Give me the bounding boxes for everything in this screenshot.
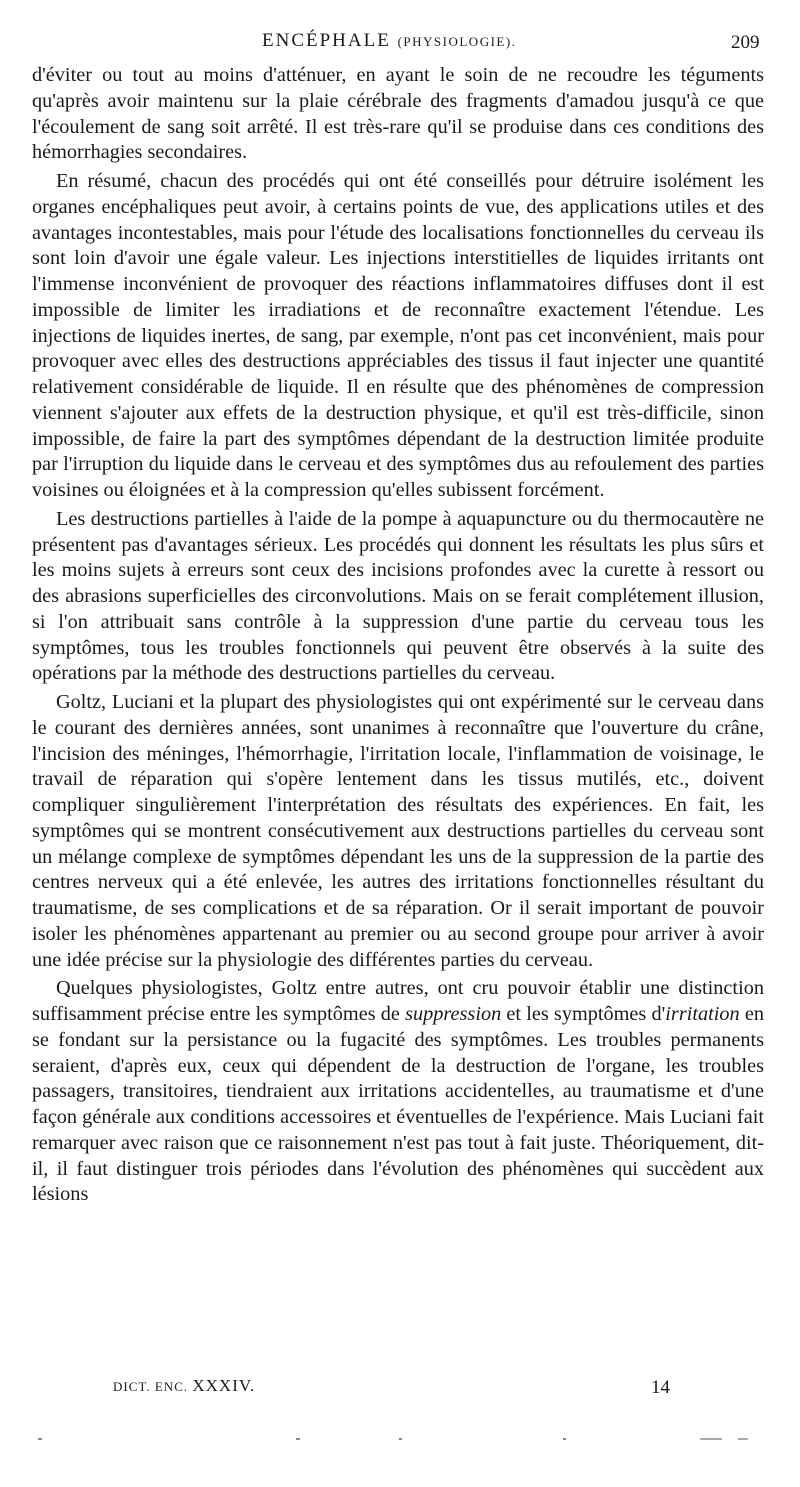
paragraph-1 (32, 63, 764, 166)
paragraph-2 (32, 169, 764, 504)
running-head-main: ENCÉPHALE (262, 30, 391, 51)
speck (700, 1438, 722, 1440)
footer-signature (113, 1376, 255, 1396)
paragraph-5-text-a: Quelques physiologistes, Goltz entre autres, ont cru pouvoir établir une distinction suffisamment précise entre les symptômes de (32, 977, 764, 1025)
italic-suppression: suppression (405, 1003, 502, 1025)
scan-specks (0, 1430, 800, 1450)
paragraph-4 (32, 690, 764, 973)
speck (296, 1438, 300, 1440)
sheet-number: 14 (651, 1377, 670, 1398)
page-number: 209 (731, 32, 760, 53)
running-head-subtitle: (PHYSIOLOGIE). (397, 34, 517, 49)
running-head-title (262, 30, 516, 52)
paragraph-5 (32, 976, 764, 1208)
paragraph-2-text: En résumé, chacun des procédés qui ont été conseillés pour détruire isolément les organes encéphaliques peut avoir, à certains points de vue, des applications utiles et des avantages incontestables, mais pour l'étude des localisations fonctionnelles du cerveau ils sont loin d'avoir une égale valeur. Les injections interstitielles de liquides irritants ont l'immense inconvénient de provoquer des réactions inflammatoires diffuses dont il est impossible de limiter les irradiations et de reconnaître exactement l'étendue. Les injections de liquides inertes, de sang, par exemple, n'ont pas cet inconvénient, mais pour provoquer avec elles des destructions appréciables des tissus il faut injecter une quantité relativement considérable de liquide. Il en résulte que des phénomènes de compression viennent s'ajouter aux effets de la destruction physique, et qu'il est très-difficile, sinon impossible, de faire la part des symptômes dépendant de la destruction limitée produite par l'irruption du liquide dans le cerveau et des symptômes dus au refoulement des parties voisines ou éloignées et à la compression qu'elles subissent forcément. (32, 170, 764, 501)
speck (738, 1438, 748, 1440)
paragraph-5-text-b: et les symptômes d' (501, 1003, 666, 1025)
paragraph-4-text: Goltz, Luciani et la plupart des physiologistes qui ont expérimenté sur le cerveau dans le courant des dernières années, sont unanimes à reconnaître que l'ouverture du crâne, l'incision des méninges, l'hémorrhagie, l'irritation locale, l'inflammation de voisinage, le travail de réparation qui s'opère lentement dans les tissus mutilés, etc., doivent compliquer singulièrement l'interprétation des résultats des expériences. En fait, les symptômes qui se montrent consécutivement aux destructions partielles du cerveau sont un mélange complexe de symptômes dépendant les uns de la suppression de la partie des centres nerveux qui a été enlevée, les autres des irritations fonctionnelles résultant du traumatisme, de ses complications et de sa réparation. Or il serait important de pouvoir isoler les phénomènes appartenant au premier ou au second groupe pour arriver à avoir une idée précise sur la physiologie des différentes parties du cerveau. (32, 691, 764, 971)
running-head (0, 30, 800, 56)
signature-text: DICT. ENC. (113, 1379, 189, 1394)
paragraph-3 (32, 507, 764, 687)
speck (38, 1438, 42, 1440)
speck (399, 1438, 402, 1440)
paragraph-5-text-c: en se fondant sur la persistance ou la fugacité des symptômes. Les troubles permanents seraient, d'après eux, ceux qui dépendent de la destruction de l'organe, les troubles passagers, transitoires, tiendraient aux irritations accidentelles, au traumatisme et d'une façon générale aux conditions accessoires et éventuelles de l'expérience. Mais Luciani fait remarquer avec raison que ce raisonnement n'est pas tout à fait juste. Théoriquement, dit-il, il faut distinguer trois périodes dans l'évolution des phénomènes qui succèdent aux lésions (32, 1003, 764, 1206)
paragraph-3-text: Les destructions partielles à l'aide de la pompe à aquapuncture ou du thermocautère ne présentent pas d'avantages sérieux. Les procédés qui donnent les résultats les plus sûrs et les moins sujets à erreurs sont ceux des incisions profondes avec la curette à ressort ou des abrasions superficielles des circonvolutions. Mais on se ferait complétement illusion, si l'on attribuait sans contrôle à la suppression d'une partie du cerveau tous les symptômes, tous les troubles fonctionnels qui peuvent être observés à la suite des opérations par la méthode des destructions partielles du cerveau. (32, 507, 764, 685)
paragraph-1-text: d'éviter ou tout au moins d'atténuer, en ayant le soin de ne recoudre les téguments qu'après avoir maintenu sur la plaie cérébrale des fragments d'amadou jusqu'à ce que l'écoulement de sang soit arrêté. Il est très-rare qu'il se produise dans ces conditions des hémorrhagies secondaires. (32, 64, 764, 164)
body-text (32, 63, 764, 1208)
italic-irritation: irritation (665, 1003, 740, 1025)
speck (563, 1438, 566, 1440)
volume-number: XXXIV. (192, 1376, 256, 1395)
